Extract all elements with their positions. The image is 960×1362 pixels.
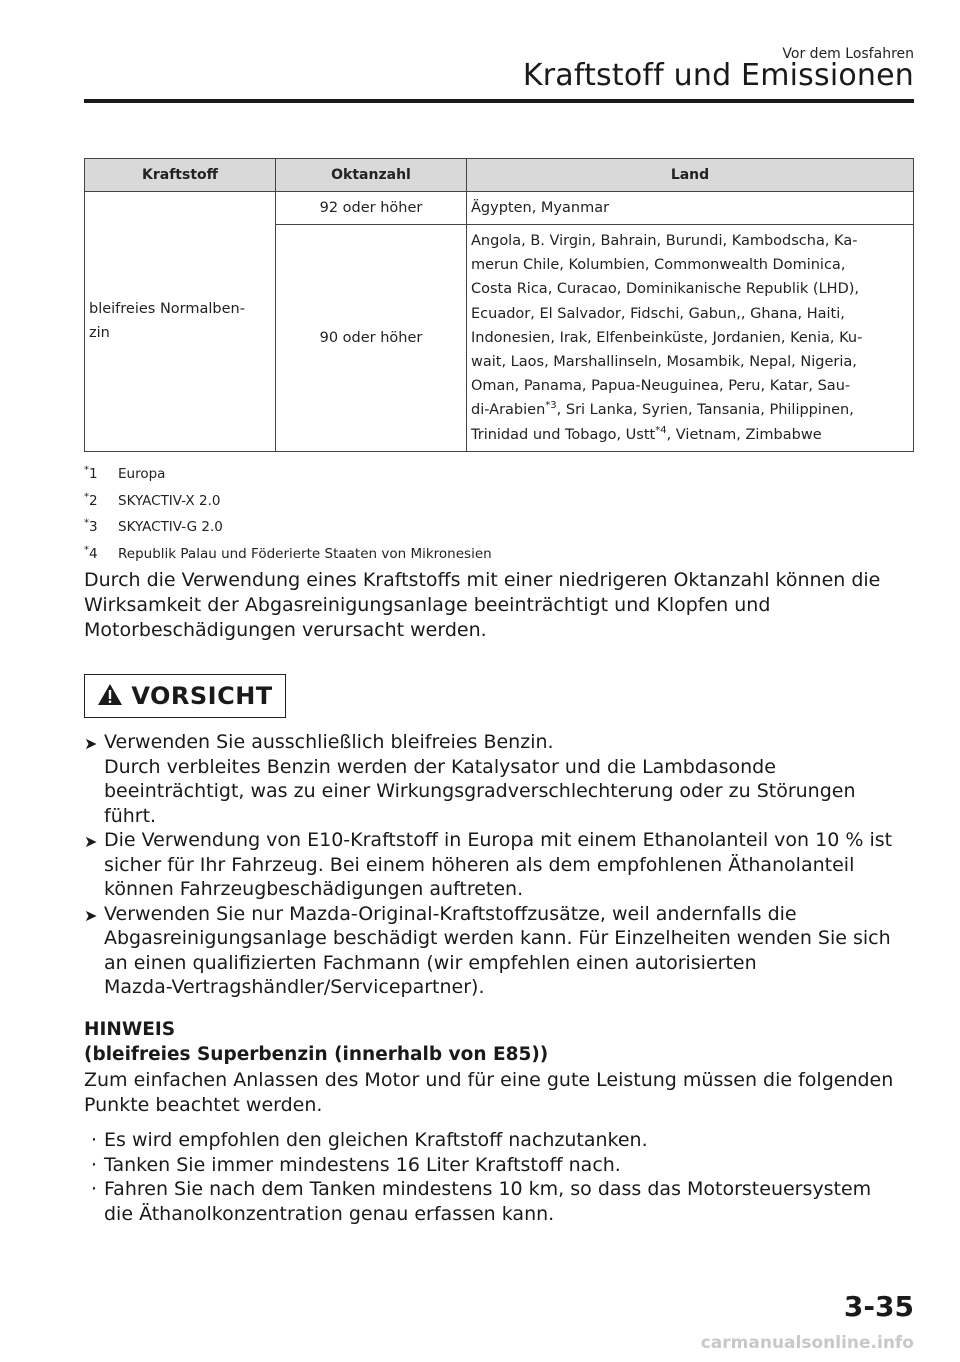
- item-line: Abgasreinigungsanlage beschädigt werden kann. Für Einzelheiten wenden Sie sich: [104, 927, 891, 949]
- list-item: [84, 1128, 924, 1153]
- item-line: beeinträchtigt, was zu einer Wirkungsgradverschlechterung oder zu Störungen: [104, 780, 856, 802]
- header-rule: [84, 99, 914, 103]
- item-line: Es wird empfohlen den gleichen Kraftstoff nachzutanken.: [104, 1129, 648, 1151]
- land-line: [471, 423, 909, 447]
- page-number: 3-35: [843, 1290, 914, 1323]
- land-text: di-Arabien: [471, 402, 546, 419]
- fuel-cell: [85, 192, 276, 452]
- land-text: , Vietnam, Zimbabwe: [666, 426, 822, 443]
- land-line: Oman, Panama, Papua-Neuguinea, Peru, Katar, Sau-: [471, 378, 851, 395]
- footnote-number: 2: [89, 492, 98, 509]
- paragraph-line: Motorbeschädigungen verursacht werden.: [84, 619, 487, 641]
- item-line: führt.: [104, 804, 157, 827]
- footnote-number: 1: [89, 466, 98, 482]
- land-line: [471, 398, 909, 422]
- footnote-text: Republik Palau und Föderierte Staaten von Mikronesien: [118, 545, 492, 562]
- fuel-table: [84, 158, 914, 452]
- footnote-number: 3: [89, 519, 98, 535]
- item-line: Durch verbleites Benzin werden der Katalysator und die Lambdasonde: [104, 755, 776, 778]
- dot-bullet-icon: ·: [90, 1178, 98, 1200]
- land-line: Angola, B. Virgin, Bahrain, Burundi, Kambodscha, Ka-: [471, 233, 858, 249]
- footnote-number: 4: [89, 545, 98, 562]
- table-header-land: Land: [467, 159, 914, 192]
- footnote-mark: *: [84, 517, 89, 529]
- paragraph-line: Wirksamkeit der Abgasreinigungsanlage beeinträchtigt und Klopfen und: [84, 594, 771, 616]
- item-line: Verwenden Sie nur Mazda-Original-Kraftstoffzusätze, weil andernfalls die: [104, 902, 797, 925]
- caution-label: VORSICHT: [131, 682, 273, 710]
- item-line: Verwenden Sie ausschließlich bleifreies Benzin.: [104, 731, 554, 753]
- intro-paragraph: [84, 568, 924, 643]
- fuel-line: zin: [89, 325, 110, 342]
- item-line: können Fahrzeugbeschädigungen auftreten.: [104, 878, 524, 900]
- item-line: Die Verwendung von E10-Kraftstoff in Europa mit einem Ethanolanteil von 10 % ist: [104, 829, 893, 851]
- item-line: Fahren Sie nach dem Tanken mindestens 10 km, so dass das Motorsteuersystem: [104, 1178, 872, 1200]
- footnote-text: Europa: [118, 466, 166, 482]
- table-header-fuel: Kraftstoff: [85, 159, 276, 192]
- footnotes: [84, 466, 492, 572]
- section-label: Vor dem Losfahren: [782, 46, 914, 62]
- paragraph-line: Zum einfachen Anlassen des Motor und für eine gute Leistung müssen die folgenden: [84, 1069, 894, 1091]
- footnote-mark: *: [84, 544, 89, 555]
- item-line: sicher für Ihr Fahrzeug. Bei einem höheren als dem empfohlenen Äthanolanteil: [104, 853, 855, 876]
- footnote: [84, 519, 492, 546]
- land-cell: Ägypten, Myanmar: [467, 192, 914, 225]
- table-header-octane: Oktanzahl: [276, 159, 467, 192]
- land-line: Indonesien, Irak, Elfenbeinküste, Jordanien, Kenia, Ku-: [471, 329, 863, 346]
- land-text: Trinidad und Tobago, Ustt: [471, 426, 656, 443]
- note-intro: [84, 1068, 924, 1117]
- octane-cell: 92 oder höher: [276, 192, 467, 225]
- warning-triangle-icon: [97, 683, 123, 710]
- list-item: [84, 1177, 924, 1226]
- land-cell: [467, 225, 914, 452]
- list-item: [84, 828, 924, 902]
- arrow-bullet-icon: ➤: [84, 905, 98, 925]
- item-line: die Äthanolkonzentration genau erfassen kann.: [104, 1202, 555, 1225]
- octane-cell: 90 oder höher: [276, 225, 467, 452]
- land-line: wait, Laos, Marshallinseln, Mosambik, Nepal, Nigeria,: [471, 354, 857, 371]
- footnote-text: SKYACTIV-X 2.0: [118, 492, 221, 509]
- land-line: Costa Rica, Curacao, Dominikanische Republik (LHD),: [471, 281, 859, 298]
- dot-bullet-icon: ·: [90, 1129, 98, 1151]
- note-title: HINWEIS: [84, 1019, 176, 1040]
- list-item: [84, 1153, 924, 1178]
- item-line: Tanken Sie immer mindestens 16 Liter Kraftstoff nach.: [104, 1153, 621, 1176]
- arrow-bullet-icon: ➤: [84, 734, 98, 753]
- caution-list: [84, 730, 924, 1000]
- note-list: [84, 1128, 924, 1226]
- footnote-mark: *: [84, 464, 89, 476]
- fuel-line: bleifreies Normalben-: [89, 301, 245, 318]
- watermark: carmanualsonline.info: [700, 1333, 914, 1353]
- page-title: Kraftstoff und Emissionen: [522, 58, 914, 93]
- footnote-ref: *3: [545, 400, 557, 412]
- paragraph-line: Durch die Verwendung eines Kraftstoffs mit einer niedrigeren Oktanzahl können die: [84, 569, 881, 591]
- footnote: [84, 466, 492, 493]
- arrow-bullet-icon: ➤: [84, 832, 98, 851]
- paragraph-line: Punkte beachtet werden.: [84, 1093, 323, 1116]
- caution-box: [84, 674, 286, 718]
- note-heading: [84, 1018, 548, 1067]
- land-text: , Sri Lanka, Syrien, Tansania, Philippinen,: [556, 402, 854, 419]
- footnote: [84, 493, 492, 520]
- footnote-mark: *: [84, 491, 89, 502]
- table-row: [85, 192, 914, 225]
- list-item: [84, 730, 924, 828]
- land-line: Ecuador, El Salvador, Fidschi, Gabun,, Ghana, Haiti,: [471, 305, 845, 322]
- dot-bullet-icon: ·: [90, 1153, 98, 1176]
- item-line: Mazda-Vertragshändler/Servicepartner).: [104, 976, 485, 998]
- footnote-text: SKYACTIV-G 2.0: [118, 519, 223, 535]
- land-line: merun Chile, Kolumbien, Commonwealth Dominica,: [471, 257, 846, 274]
- list-item: [84, 902, 924, 1000]
- item-line: an einen qualifizierten Fachmann (wir empfehlen einen autorisierten: [104, 951, 757, 974]
- note-subtitle: (bleifreies Superbenzin (innerhalb von E85)): [84, 1043, 549, 1065]
- footnote-ref: *4: [655, 424, 667, 436]
